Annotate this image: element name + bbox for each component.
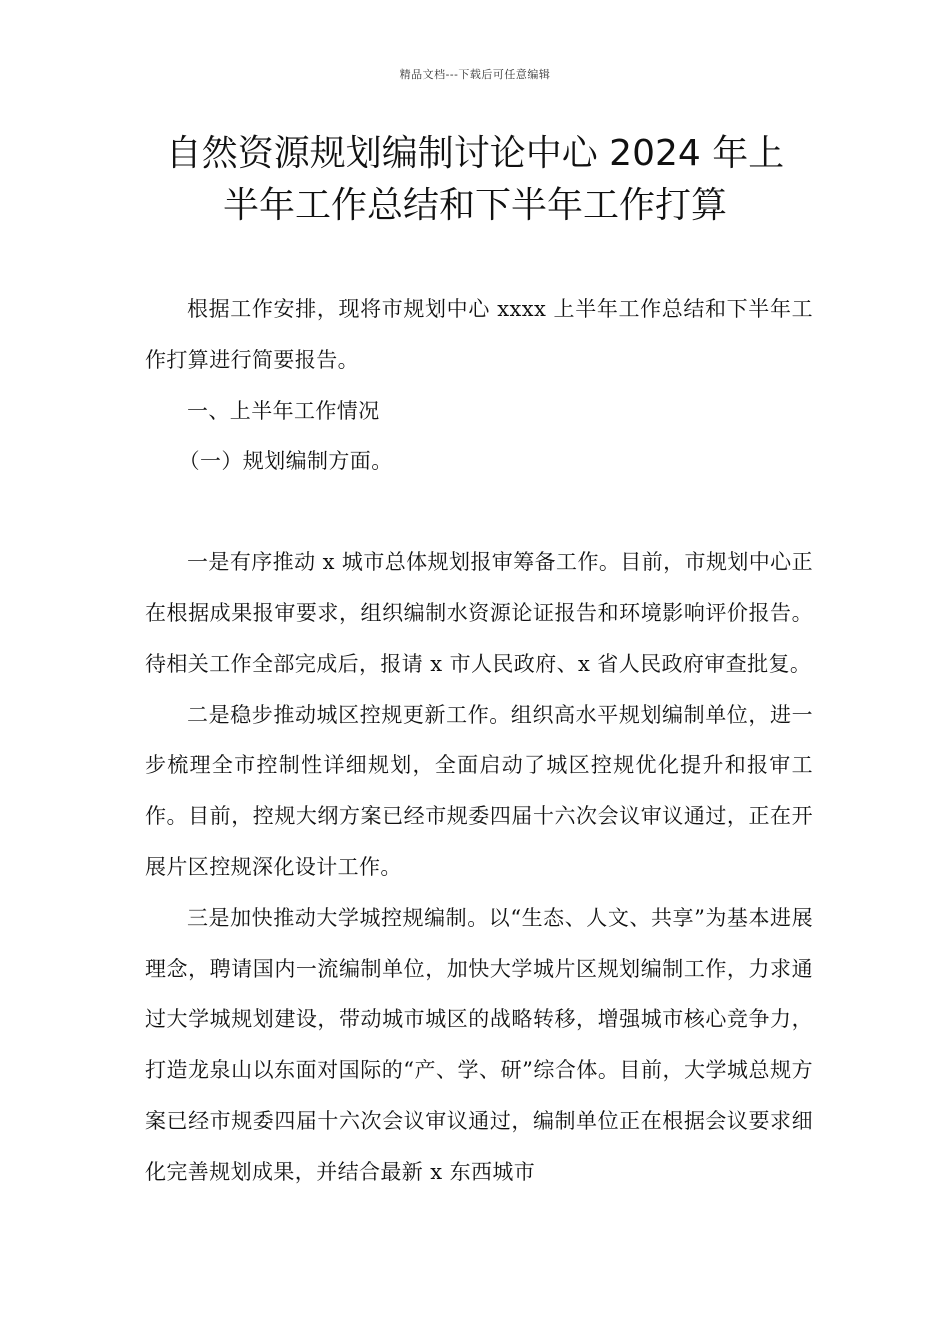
header-note: 精品文档---下载后可任意编辑 xyxy=(399,68,551,81)
title-line-2: 半年工作总结和下半年工作打算 xyxy=(222,185,727,226)
section-heading: 一、上半年工作情况 xyxy=(187,398,380,423)
document-body xyxy=(145,284,813,1198)
body-paragraph-1: 一是有序推动 x 城市总体规划报审筹备工作。目前，市规划中心正在根据成果报审要求，组织编制水资源论证报告和环境影响评价报告。待相关工作全部完成后，报请 x 市人民政府、x 省人民政府审查批复。 xyxy=(145,550,813,676)
paragraph-gap xyxy=(145,487,813,537)
intro-paragraph: 根据工作安排，现将市规划中心 xxxx 上半年工作总结和下半年工作打算进行简要报告。 xyxy=(145,297,813,372)
document-title xyxy=(110,128,840,232)
title-line-1: 自然资源规划编制讨论中心 2024 年上 xyxy=(165,133,785,174)
body-paragraph-2: 二是稳步推动城区控规更新工作。组织高水平规划编制单位，进一步梳理全市控制性详细规划，全面启动了城区控规优化提升和报审工作。目前，控规大纲方案已经市规委四届十六次会议审议通过，正在开展片区控规深化设计工作。 xyxy=(145,702,813,879)
subsection-heading: （一）规划编制方面。 xyxy=(178,449,393,474)
body-paragraph-3: 三是加快推动大学城控规编制。以“生态、人文、共享”为基本进展理念，聘请国内一流编制单位，加快大学城片区规划编制工作，力求通过大学城规划建设，带动城市城区的战略转移，增强城市核心竞争力，打造龙泉山以东面对国际的“产、学、研”综合体。目前，大学城总规方案已经市规委四届十六次会议审议通过，编制单位正在根据会议要求细化完善规划成果，并结合最新 x 东西城市 xyxy=(145,905,813,1184)
